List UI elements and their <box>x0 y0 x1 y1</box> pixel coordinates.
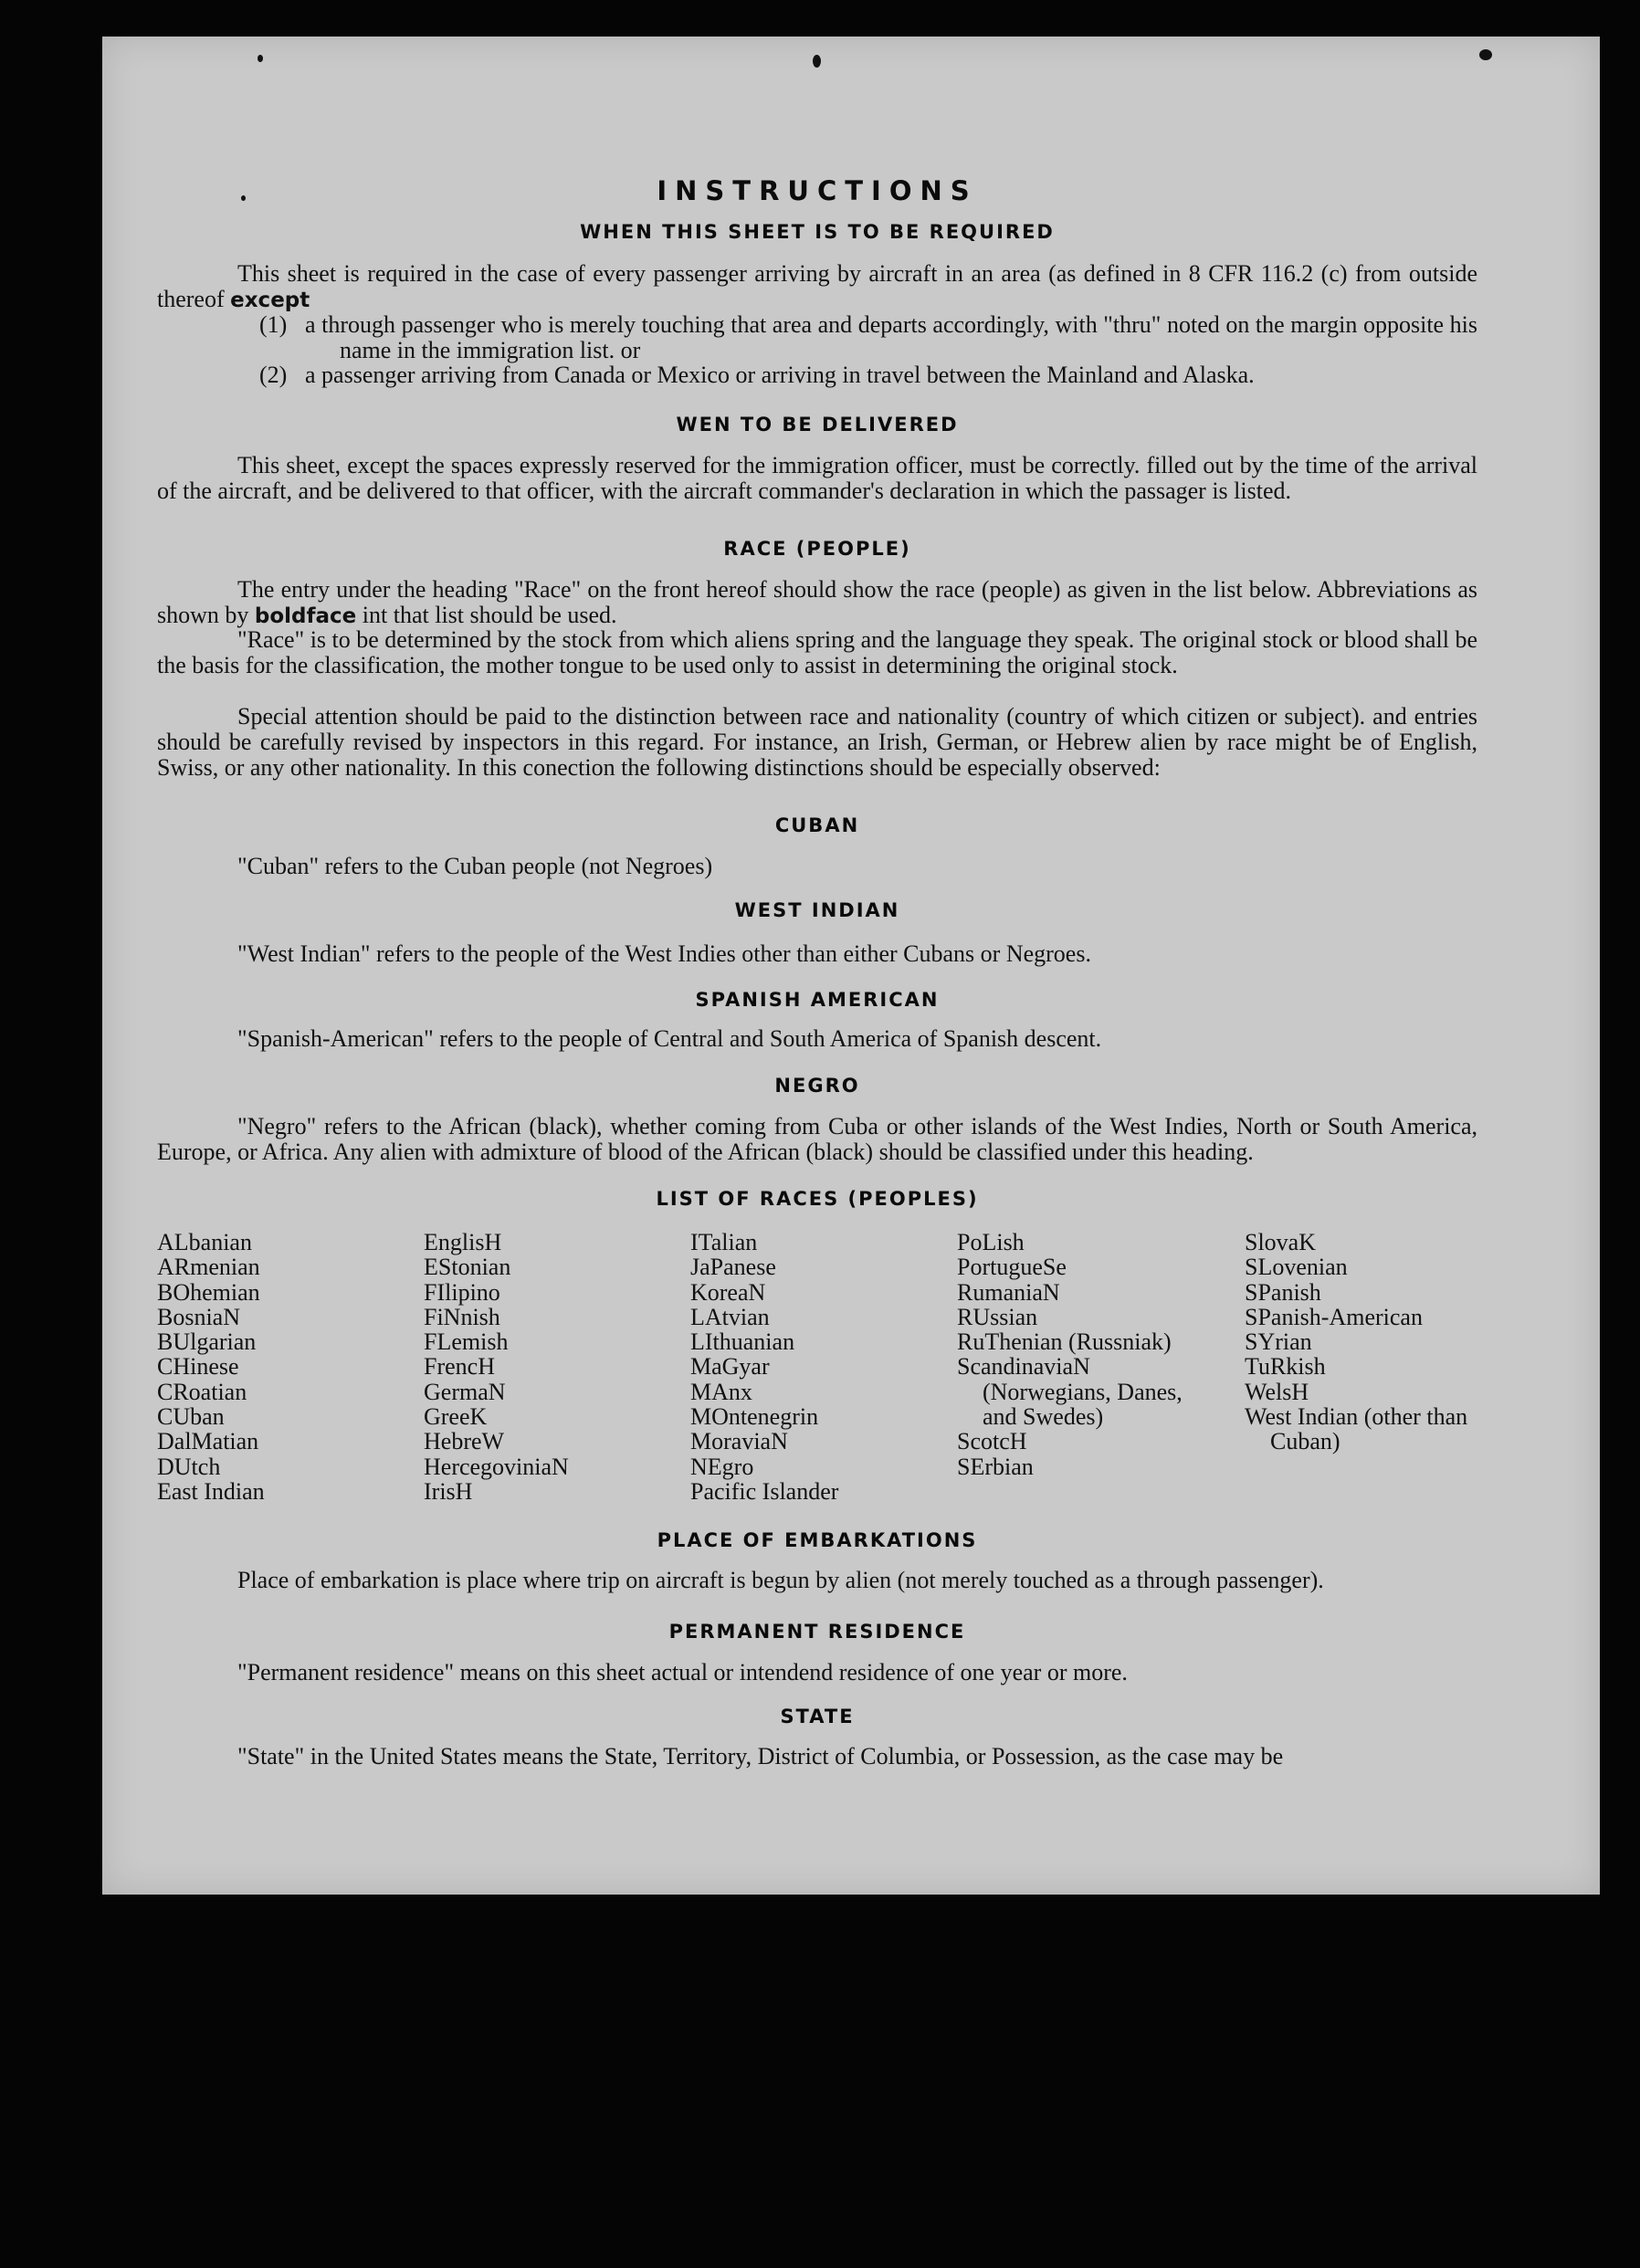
scan-speck <box>813 55 821 68</box>
race-list-item: RumaniaN <box>957 1278 1060 1306</box>
race-list-item: ITalian <box>690 1229 758 1255</box>
paragraph-when-delivered: This sheet, except the spaces expressly reserved for the immigration officer, must be correctly. filled out by the time of the arrival of the aircraft, and be delivered to that officer, with the aircraft commander's declaration in which the passager is listed. <box>157 452 1477 504</box>
race-list-column-1 <box>157 1230 394 1504</box>
section-heading-west-indian: WEST INDIAN <box>734 899 900 921</box>
section-heading-negro: NEGRO <box>774 1075 860 1097</box>
race-list-item: East Indian <box>157 1477 265 1505</box>
race-list-item: GermaN <box>424 1378 506 1405</box>
race-list-item: SPanish-American <box>1245 1303 1423 1330</box>
race-list-item: BosniaN <box>157 1303 240 1330</box>
race-list-column-3 <box>690 1230 928 1504</box>
list-item-2 <box>259 362 1477 388</box>
race-list-item: FLemish <box>424 1328 509 1356</box>
scan-speck <box>258 55 263 62</box>
race-list-item: LAtvian <box>690 1303 770 1330</box>
bold-term-boldface: boldface <box>254 604 357 628</box>
race-list-item: FiNnish <box>424 1303 500 1330</box>
section-heading-when-delivered: WEN TO BE DELIVERED <box>676 414 959 436</box>
section-heading-when-required: WHEN THIS SHEET IS TO BE REQUIRED <box>580 221 1055 243</box>
race-list-item: SLovenian <box>1245 1254 1348 1281</box>
race-list-item: RuThenian (Russniak) <box>957 1328 1172 1356</box>
race-list-item: ScotcH <box>957 1428 1027 1455</box>
text-span: The entry under the heading "Race" on the front hereof should show the race (people) as given in the list below. Abbreviations as shown by <box>157 576 1477 628</box>
race-list-item: SYrian <box>1245 1328 1312 1356</box>
document-sheet <box>102 37 1600 1895</box>
race-list-item: CUban <box>157 1403 225 1431</box>
section-heading-spanish-american: SPANISH AMERICAN <box>695 989 940 1011</box>
race-list-item: ALbanian <box>157 1229 252 1255</box>
race-list-item: CHinese <box>157 1353 239 1381</box>
race-list-item: BUlgarian <box>157 1328 257 1356</box>
race-list-item: TuRkish <box>1245 1353 1326 1381</box>
race-list-item: DalMatian <box>157 1428 259 1455</box>
race-list-column-5 <box>1245 1230 1477 1454</box>
race-list-item: MOntenegrin <box>690 1403 819 1431</box>
race-list-item: EStonian <box>424 1254 511 1281</box>
scan-speck <box>1479 49 1492 60</box>
race-list-item: LIthuanian <box>690 1328 795 1356</box>
race-list-item: HercegoviniaN <box>424 1453 569 1480</box>
paragraph-race-2: "Race" is to be determined by the stock from which aliens spring and the language they speak. The original stock or blood shall be the basis for the classification, the mother tongue to be used only to assist in determining the original stock. <box>157 626 1477 678</box>
paragraph-negro: "Negro" refers to the African (black), whether coming from Cuba or other islands of the West Indies, North or South America, Europe, or Africa. Any alien with admixture of blood of the African (black) should be classified under this heading. <box>157 1113 1477 1165</box>
list-item-number: (1) <box>259 311 288 338</box>
list-item-number: (2) <box>259 362 288 388</box>
paragraph-state: "State" in the United States means the State, Territory, District of Columbia, or Possession, as the case may be <box>237 1743 1284 1769</box>
race-list-item: PoLish <box>957 1229 1025 1255</box>
race-list-item: PortugueSe <box>957 1254 1067 1281</box>
section-heading-permanent-residence: PERMANENT RESIDENCE <box>668 1621 966 1643</box>
bold-term-except: except <box>230 289 310 312</box>
race-list-item: EnglisH <box>424 1229 502 1255</box>
race-list-item: IrisH <box>424 1477 473 1505</box>
race-list-item: West Indian (other than Cuban) <box>1245 1403 1468 1455</box>
text-span: int that list should be used. <box>362 602 617 628</box>
paragraph-west-indian: "West Indian" refers to the people of the West Indies other than either Cubans or Negroes. <box>237 940 1091 967</box>
race-list-item: FrencH <box>424 1353 495 1381</box>
race-list-item: SlovaK <box>1245 1229 1316 1255</box>
race-list-item: SErbian <box>957 1453 1034 1480</box>
paragraph-cuban: "Cuban" refers to the Cuban people (not Negroes) <box>237 853 713 879</box>
paragraph-spanish-american: "Spanish-American" refers to the people of Central and South America of Spanish descent. <box>237 1025 1102 1052</box>
race-list-item: SPanish <box>1245 1278 1321 1306</box>
race-list-column-4 <box>957 1230 1204 1479</box>
paragraph-when-required <box>157 261 1477 313</box>
race-list-item: FIlipino <box>424 1278 500 1306</box>
paragraph-race-3: Special attention should be paid to the distinction between race and nationality (country of which citizen or subject). and entries should be carefully revised by inspectors in this regard. For instance, an Irish, German, or Hebrew alien by race might be of English, Swiss, or any other nationality. In this conection the following distinctions should be especially observed: <box>157 703 1477 781</box>
race-list-item: CRoatian <box>157 1378 247 1405</box>
race-list-item: MAnx <box>690 1378 752 1405</box>
list-item-text: a passenger arriving from Canada or Mexico or arriving in travel between the Mainland and Alaska. <box>305 362 1255 388</box>
race-list-item: JaPanese <box>690 1254 776 1281</box>
race-list-item: DUtch <box>157 1453 221 1480</box>
race-list-item: HebreW <box>424 1428 505 1455</box>
page-title: INSTRUCTIONS <box>657 175 978 206</box>
race-list-item: MaGyar <box>690 1353 770 1381</box>
section-heading-state: STATE <box>780 1706 855 1727</box>
race-list-item: ScandinaviaN (Norwegians, Danes, and Swedes) <box>957 1353 1183 1431</box>
race-list-item: RUssian <box>957 1303 1038 1330</box>
race-list-column-2 <box>424 1230 661 1504</box>
text-span: This sheet is required in the case of every passenger arriving by aircraft in an area (as defined in 8 CFR 116.2 (c) from outside thereof <box>157 260 1477 312</box>
race-list-item: BOhemian <box>157 1278 260 1306</box>
paragraph-permanent-residence: "Permanent residence" means on this sheet actual or intendend residence of one year or more. <box>237 1659 1128 1685</box>
section-heading-list-of-races: LIST OF RACES (PEOPLES) <box>656 1188 979 1210</box>
race-list-item: ARmenian <box>157 1254 260 1281</box>
list-item-text: a through passenger who is merely touching that area and departs accordingly, with "thru" noted on the margin opposite his name in the immigration list. or <box>305 311 1477 363</box>
race-list-item: MoraviaN <box>690 1428 788 1455</box>
section-heading-cuban: CUBAN <box>774 814 860 836</box>
paragraph-place-of-embarkation: Place of embarkation is place where trip on aircraft is begun by alien (not merely touched as a through passenger). <box>237 1567 1324 1593</box>
section-heading-place-of-embarkation: PLACE OF EMBARKATIONS <box>657 1529 978 1551</box>
paragraph-race-1 <box>157 577 1477 629</box>
race-list-item: Pacific Islander <box>690 1477 839 1505</box>
list-item-1 <box>259 312 1477 363</box>
section-heading-race: RACE (PEOPLE) <box>723 538 911 560</box>
race-list-item: WelsH <box>1245 1378 1309 1405</box>
race-list-item: GreeK <box>424 1403 488 1431</box>
race-list-item: NEgro <box>690 1453 754 1480</box>
race-list-item: KoreaN <box>690 1278 766 1306</box>
